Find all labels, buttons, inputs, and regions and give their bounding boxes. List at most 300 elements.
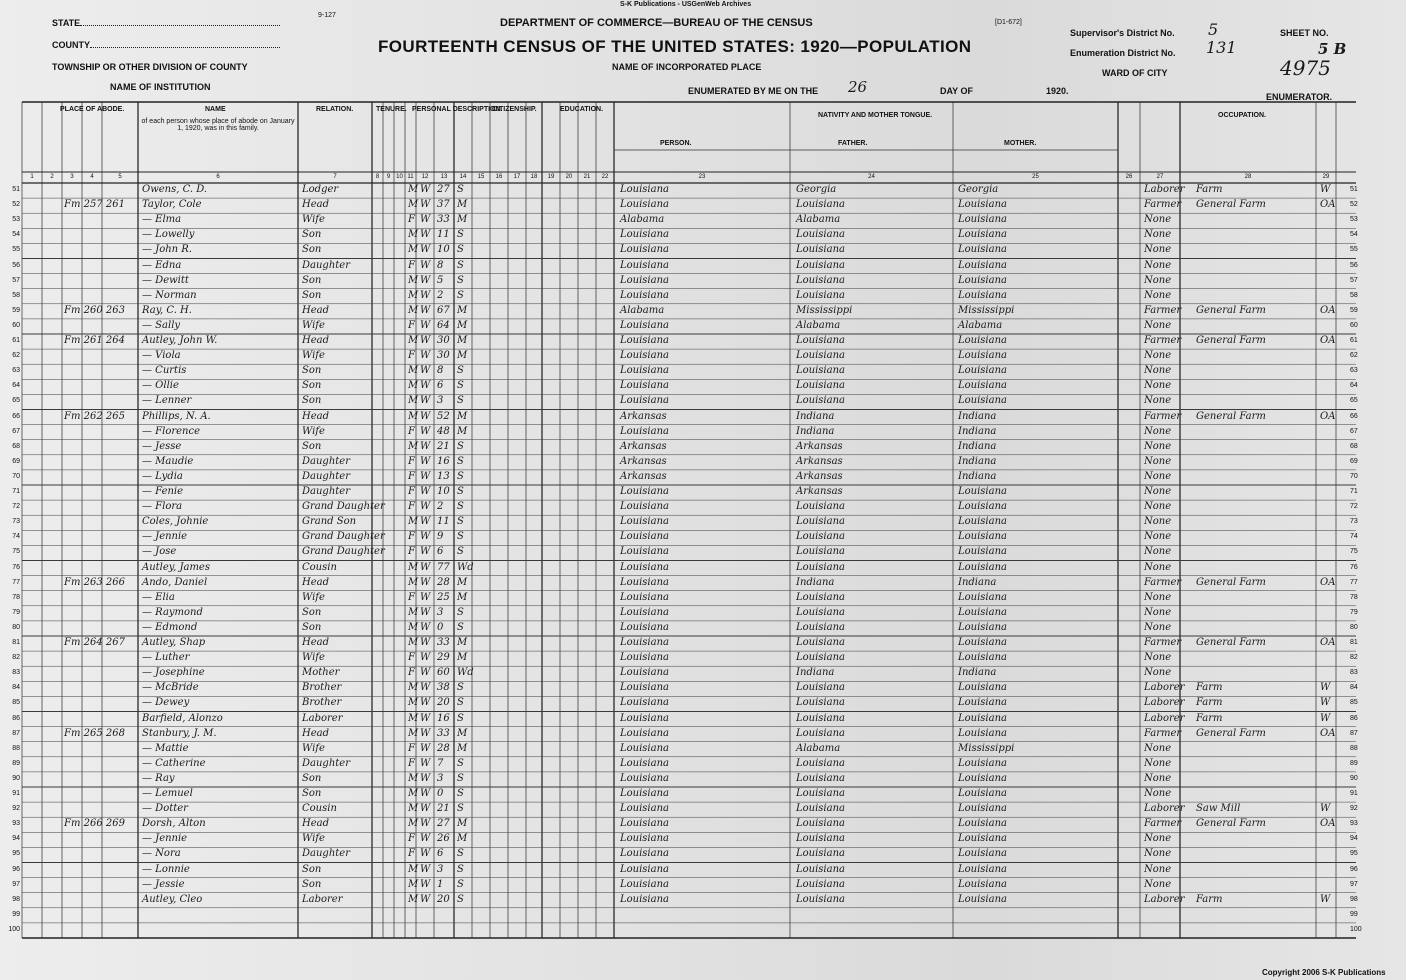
row-number-right: 58 bbox=[1350, 291, 1358, 299]
mother-birthplace: Louisiana bbox=[958, 637, 1007, 648]
relation: Daughter bbox=[302, 486, 350, 497]
age: 64 bbox=[437, 319, 450, 331]
column-number: 18 bbox=[530, 174, 538, 180]
father-birthplace: Louisiana bbox=[796, 878, 845, 890]
sex: M bbox=[408, 712, 419, 724]
race: W bbox=[420, 184, 431, 195]
worker-class: W bbox=[1320, 682, 1331, 694]
marital-status: S bbox=[457, 621, 464, 633]
father-birthplace: Louisiana bbox=[796, 259, 845, 271]
sex: M bbox=[408, 818, 419, 830]
person-name: — Lowelly bbox=[142, 229, 195, 241]
birthplace: Louisiana bbox=[620, 652, 669, 664]
marital-status: S bbox=[457, 440, 464, 452]
mother-birthplace: Louisiana bbox=[958, 546, 1007, 558]
sex: F bbox=[408, 742, 415, 754]
mother-birthplace: Louisiana bbox=[958, 803, 1007, 815]
father-birthplace: Louisiana bbox=[796, 606, 845, 618]
column-number: 17 bbox=[513, 174, 521, 180]
mother-birthplace: Georgia bbox=[958, 184, 999, 195]
mother-birthplace: Indiana bbox=[958, 470, 997, 482]
column-number: 1 bbox=[30, 174, 34, 180]
birthplace: Arkansas bbox=[620, 455, 667, 467]
birthplace: Louisiana bbox=[620, 184, 669, 195]
person-name: — Luther bbox=[142, 652, 190, 664]
father-birthplace: Louisiana bbox=[796, 788, 845, 799]
birthplace: Louisiana bbox=[620, 289, 669, 301]
worker-class: OA bbox=[1320, 576, 1336, 588]
ward-label: WARD OF CITY bbox=[1102, 68, 1168, 78]
column-number: 4 bbox=[90, 174, 94, 180]
dwelling-number: Fm 261 264 bbox=[64, 335, 125, 346]
race: W bbox=[420, 697, 431, 709]
row-number: 93 bbox=[12, 820, 20, 828]
birthplace: Louisiana bbox=[620, 863, 669, 875]
row-number: 82 bbox=[12, 654, 20, 662]
father-birthplace: Louisiana bbox=[796, 244, 845, 256]
relation: Head bbox=[302, 818, 330, 830]
race: W bbox=[420, 319, 431, 331]
mother-birthplace: Louisiana bbox=[958, 893, 1007, 905]
race: W bbox=[420, 742, 431, 754]
person-name: Stanbury, J. M. bbox=[142, 727, 217, 739]
marital-status: S bbox=[457, 274, 464, 286]
row-number: 84 bbox=[12, 684, 20, 692]
age: 3 bbox=[437, 863, 444, 875]
occupation: Laborer bbox=[1144, 697, 1185, 709]
occupation: Farmer bbox=[1144, 304, 1182, 316]
header-education: EDUCATION. bbox=[560, 106, 604, 113]
age: 11 bbox=[437, 229, 450, 241]
father-birthplace: Alabama bbox=[796, 319, 841, 331]
industry: General Farm bbox=[1196, 727, 1266, 739]
industry: General Farm bbox=[1196, 304, 1266, 316]
industry: Saw Mill bbox=[1196, 803, 1241, 815]
sex: M bbox=[408, 184, 419, 195]
sex: F bbox=[408, 455, 415, 467]
sex: M bbox=[408, 199, 419, 211]
birthplace: Louisiana bbox=[620, 380, 669, 392]
occupation: None bbox=[1144, 621, 1172, 633]
dwelling-number: Fm 262 265 bbox=[64, 410, 125, 422]
birthplace: Louisiana bbox=[620, 425, 669, 437]
race: W bbox=[420, 667, 431, 679]
row-number: 73 bbox=[12, 518, 20, 526]
father-birthplace: Louisiana bbox=[796, 682, 845, 694]
row-number-right: 80 bbox=[1350, 623, 1358, 631]
sex: F bbox=[408, 833, 415, 845]
row-number: 90 bbox=[12, 774, 20, 782]
row-number-right: 98 bbox=[1350, 895, 1358, 903]
worker-class: OA bbox=[1320, 410, 1336, 422]
row-number-right: 67 bbox=[1350, 427, 1358, 435]
marital-status: S bbox=[457, 486, 464, 497]
row-number-right: 77 bbox=[1350, 578, 1358, 586]
marital-status: S bbox=[457, 470, 464, 482]
sex: F bbox=[408, 667, 415, 679]
row-number: 79 bbox=[12, 608, 20, 616]
relation: Wife bbox=[302, 319, 325, 331]
person-name: — Elia bbox=[142, 591, 175, 603]
state-label: STATE bbox=[52, 18, 312, 28]
row-number-right: 79 bbox=[1350, 608, 1358, 616]
column-number: 13 bbox=[440, 174, 448, 180]
marital-status: Wd bbox=[457, 561, 474, 573]
race: W bbox=[420, 561, 431, 573]
race: W bbox=[420, 214, 431, 226]
column-number: 28 bbox=[1244, 174, 1252, 180]
birthplace: Louisiana bbox=[620, 259, 669, 271]
birthplace: Alabama bbox=[620, 214, 665, 226]
race: W bbox=[420, 304, 431, 316]
person-name: — John R. bbox=[142, 244, 192, 256]
day-of-label: DAY OF bbox=[940, 86, 974, 96]
person-name: — Lenner bbox=[142, 395, 192, 407]
person-name: — Mattie bbox=[142, 742, 189, 754]
father-birthplace: Louisiana bbox=[796, 863, 845, 875]
birthplace: Louisiana bbox=[620, 561, 669, 573]
father-birthplace: Louisiana bbox=[796, 637, 845, 648]
mother-birthplace: Mississippi bbox=[958, 742, 1015, 754]
worker-class: W bbox=[1320, 803, 1331, 815]
occupation: None bbox=[1144, 591, 1172, 603]
relation: Head bbox=[302, 304, 330, 316]
industry: General Farm bbox=[1196, 576, 1266, 588]
race: W bbox=[420, 274, 431, 286]
occupation: None bbox=[1144, 259, 1172, 271]
form-code: 9-127 bbox=[318, 12, 336, 19]
relation: Daughter bbox=[302, 259, 350, 271]
father-birthplace: Louisiana bbox=[796, 697, 845, 709]
mother-birthplace: Louisiana bbox=[958, 380, 1007, 392]
row-number: 55 bbox=[12, 246, 20, 254]
person-name: — Catherine bbox=[142, 757, 206, 769]
header-relation: RELATION. bbox=[316, 106, 354, 113]
occupation: None bbox=[1144, 863, 1172, 875]
person-name: Phillips, N. A. bbox=[142, 410, 211, 422]
race: W bbox=[420, 470, 431, 482]
row-number: 58 bbox=[12, 291, 20, 299]
dwelling-number: Fm 263 266 bbox=[64, 576, 125, 588]
occupation: None bbox=[1144, 214, 1172, 226]
father-birthplace: Indiana bbox=[796, 410, 835, 422]
person-name: — Jennie bbox=[142, 833, 188, 845]
row-number: 99 bbox=[12, 910, 20, 918]
supervisor-district-label: Supervisor's District No. bbox=[1070, 28, 1175, 38]
father-birthplace: Louisiana bbox=[796, 833, 845, 845]
page-title: FOURTEENTH CENSUS OF THE UNITED STATES: 1920—POPULATION bbox=[378, 37, 972, 56]
department-label: DEPARTMENT OF COMMERCE—BUREAU OF THE CENSUS bbox=[500, 17, 813, 29]
row-number-right: 99 bbox=[1350, 910, 1358, 918]
sex: M bbox=[408, 621, 419, 633]
sex: M bbox=[408, 440, 419, 452]
mother-birthplace: Indiana bbox=[958, 667, 997, 679]
mother-birthplace: Louisiana bbox=[958, 818, 1007, 830]
person-name: — Josephine bbox=[142, 667, 205, 679]
age: 28 bbox=[437, 742, 450, 754]
row-number: 87 bbox=[12, 729, 20, 737]
age: 48 bbox=[437, 425, 450, 437]
birthplace: Louisiana bbox=[620, 712, 669, 724]
occupation: Laborer bbox=[1144, 803, 1185, 815]
marital-status: S bbox=[457, 772, 464, 784]
race: W bbox=[420, 591, 431, 603]
mother-birthplace: Louisiana bbox=[958, 878, 1007, 890]
father-birthplace: Indiana bbox=[796, 667, 835, 679]
occupation: None bbox=[1144, 244, 1172, 256]
person-name: Autley, James bbox=[142, 561, 210, 573]
row-number-right: 82 bbox=[1350, 654, 1358, 662]
race: W bbox=[420, 788, 431, 799]
sex: M bbox=[408, 365, 419, 377]
row-number: 75 bbox=[12, 548, 20, 556]
person-name: — Flora bbox=[142, 501, 183, 513]
incorporated-place-label: NAME OF INCORPORATED PLACE bbox=[612, 62, 762, 72]
column-number: 27 bbox=[1156, 174, 1164, 180]
row-number-right: 94 bbox=[1350, 835, 1358, 843]
sex: M bbox=[408, 516, 419, 528]
mother-birthplace: Louisiana bbox=[958, 365, 1007, 377]
birthplace: Alabama bbox=[620, 304, 665, 316]
industry: Farm bbox=[1196, 682, 1223, 694]
age: 20 bbox=[437, 893, 450, 905]
mother-birthplace: Indiana bbox=[958, 410, 997, 422]
row-number: 52 bbox=[12, 201, 20, 209]
row-number-right: 72 bbox=[1350, 503, 1358, 511]
mother-birthplace: Louisiana bbox=[958, 229, 1007, 241]
marital-status: S bbox=[457, 863, 464, 875]
relation: Cousin bbox=[302, 803, 337, 815]
row-number: 77 bbox=[12, 578, 20, 586]
header-mother: MOTHER. bbox=[1004, 140, 1037, 147]
marital-status: S bbox=[457, 546, 464, 558]
row-number-right: 62 bbox=[1350, 352, 1358, 360]
mother-birthplace: Louisiana bbox=[958, 772, 1007, 784]
sex: F bbox=[408, 591, 415, 603]
occupation: None bbox=[1144, 742, 1172, 754]
row-number: 51 bbox=[12, 186, 20, 193]
race: W bbox=[420, 637, 431, 648]
relation: Daughter bbox=[302, 848, 350, 860]
race: W bbox=[420, 606, 431, 618]
marital-status: S bbox=[457, 788, 464, 799]
marital-status: S bbox=[457, 712, 464, 724]
occupation: Laborer bbox=[1144, 893, 1185, 905]
race: W bbox=[420, 803, 431, 815]
father-birthplace: Louisiana bbox=[796, 561, 845, 573]
father-birthplace: Louisiana bbox=[796, 712, 845, 724]
sex: M bbox=[408, 244, 419, 256]
race: W bbox=[420, 863, 431, 875]
birthplace: Louisiana bbox=[620, 365, 669, 377]
marital-status: S bbox=[457, 697, 464, 709]
relation: Wife bbox=[302, 591, 325, 603]
column-number: 21 bbox=[583, 174, 591, 180]
father-birthplace: Louisiana bbox=[796, 229, 845, 241]
relation: Laborer bbox=[302, 712, 343, 724]
row-number: 74 bbox=[12, 533, 20, 541]
row-number: 62 bbox=[12, 352, 20, 360]
occupation: None bbox=[1144, 878, 1172, 890]
column-number: 6 bbox=[216, 174, 220, 180]
relation: Daughter bbox=[302, 757, 350, 769]
sex: M bbox=[408, 788, 419, 799]
person-name: — Viola bbox=[142, 350, 181, 362]
mother-birthplace: Louisiana bbox=[958, 244, 1007, 256]
marital-status: M bbox=[457, 199, 468, 211]
birthplace: Arkansas bbox=[620, 470, 667, 482]
occupation: Laborer bbox=[1144, 184, 1185, 195]
row-number-right: 81 bbox=[1350, 639, 1358, 646]
person-name: Autley, Cleo bbox=[142, 893, 203, 905]
marital-status: S bbox=[457, 501, 464, 513]
row-number-right: 85 bbox=[1350, 699, 1358, 707]
sex: F bbox=[408, 319, 415, 331]
row-number-right: 73 bbox=[1350, 518, 1358, 526]
row-number-right: 95 bbox=[1350, 850, 1358, 858]
row-number-right: 71 bbox=[1350, 488, 1358, 495]
worker-class: OA bbox=[1320, 637, 1336, 648]
birthplace: Louisiana bbox=[620, 350, 669, 362]
birthplace: Louisiana bbox=[620, 818, 669, 830]
age: 0 bbox=[437, 788, 444, 799]
age: 6 bbox=[437, 380, 444, 392]
relation: Daughter bbox=[302, 470, 350, 482]
occupation: Farmer bbox=[1144, 199, 1182, 211]
sex: M bbox=[408, 727, 419, 739]
father-birthplace: Arkansas bbox=[796, 455, 843, 467]
row-number: 70 bbox=[12, 472, 20, 480]
occupation: None bbox=[1144, 350, 1172, 362]
person-name: Autley, Shap bbox=[142, 637, 206, 648]
father-birthplace: Louisiana bbox=[796, 546, 845, 558]
sex: F bbox=[408, 848, 415, 860]
sex: M bbox=[408, 878, 419, 890]
column-number: 19 bbox=[547, 174, 555, 180]
occupation: Laborer bbox=[1144, 712, 1185, 724]
relation: Son bbox=[302, 380, 322, 392]
row-number-right: 92 bbox=[1350, 805, 1358, 813]
marital-status: M bbox=[457, 335, 468, 346]
row-number-right: 63 bbox=[1350, 367, 1358, 375]
birthplace: Louisiana bbox=[620, 229, 669, 241]
marital-status: M bbox=[457, 742, 468, 754]
father-birthplace: Louisiana bbox=[796, 621, 845, 633]
age: 7 bbox=[437, 757, 444, 769]
dwelling-number: Fm 264 267 bbox=[64, 637, 125, 648]
person-name: — Raymond bbox=[142, 606, 203, 618]
marital-status: S bbox=[457, 380, 464, 392]
father-birthplace: Mississippi bbox=[796, 304, 853, 316]
occupation: Farmer bbox=[1144, 818, 1182, 830]
sex: M bbox=[408, 304, 419, 316]
father-birthplace: Louisiana bbox=[796, 199, 845, 211]
column-number: 7 bbox=[333, 174, 337, 180]
sex: M bbox=[408, 395, 419, 407]
header-name: NAME bbox=[205, 106, 226, 113]
row-number-right: 96 bbox=[1350, 865, 1358, 873]
row-number-right: 64 bbox=[1350, 382, 1358, 390]
occupation: None bbox=[1144, 229, 1172, 241]
row-number: 65 bbox=[12, 397, 20, 405]
mother-birthplace: Louisiana bbox=[958, 652, 1007, 664]
father-birthplace: Louisiana bbox=[796, 848, 845, 860]
header-place-of-abode: PLACE OF ABODE. bbox=[60, 106, 125, 113]
father-birthplace: Louisiana bbox=[796, 757, 845, 769]
person-name: — Jessie bbox=[142, 878, 185, 890]
mother-birthplace: Louisiana bbox=[958, 516, 1007, 528]
age: 5 bbox=[437, 274, 444, 286]
race: W bbox=[420, 818, 431, 830]
father-birthplace: Louisiana bbox=[796, 365, 845, 377]
enumeration-day: 26 bbox=[848, 78, 868, 96]
relation: Grand Son bbox=[302, 516, 357, 528]
birthplace: Louisiana bbox=[620, 199, 669, 211]
name-column-caption: of each person whose place of abode on January 1, 1920, was in this family. bbox=[141, 118, 295, 132]
person-name: — Norman bbox=[142, 289, 197, 301]
sex: F bbox=[408, 350, 415, 362]
age: 52 bbox=[437, 410, 450, 422]
relation: Grand Daughter bbox=[302, 501, 385, 513]
occupation: Farmer bbox=[1144, 576, 1182, 588]
column-number: 24 bbox=[868, 174, 875, 180]
race: W bbox=[420, 501, 431, 513]
county-label: COUNTY bbox=[52, 40, 312, 50]
relation: Lodger bbox=[302, 184, 339, 195]
person-name: — McBride bbox=[142, 682, 199, 694]
relation: Son bbox=[302, 244, 322, 256]
mother-birthplace: Indiana bbox=[958, 455, 997, 467]
sex: F bbox=[408, 652, 415, 664]
mother-birthplace: Louisiana bbox=[958, 350, 1007, 362]
relation: Wife bbox=[302, 833, 325, 845]
person-name: — Jennie bbox=[142, 531, 188, 543]
occupation: None bbox=[1144, 788, 1172, 799]
dwelling-number: Fm 266 269 bbox=[64, 818, 125, 830]
column-number: 25 bbox=[1032, 174, 1039, 180]
column-number: 22 bbox=[601, 174, 609, 180]
marital-status: S bbox=[457, 395, 464, 407]
mother-birthplace: Louisiana bbox=[958, 486, 1007, 497]
marital-status: M bbox=[457, 727, 468, 739]
race: W bbox=[420, 621, 431, 633]
race: W bbox=[420, 727, 431, 739]
row-number-right: 59 bbox=[1350, 306, 1358, 314]
mother-birthplace: Louisiana bbox=[958, 335, 1007, 346]
column-number: 3 bbox=[70, 174, 74, 180]
age: 6 bbox=[437, 848, 444, 860]
birthplace: Louisiana bbox=[620, 682, 669, 694]
row-number: 69 bbox=[12, 457, 20, 465]
age: 27 bbox=[437, 818, 450, 830]
relation: Head bbox=[302, 637, 330, 648]
sex: F bbox=[408, 757, 415, 769]
person-name: — Lonnie bbox=[142, 863, 190, 875]
marital-status: S bbox=[457, 244, 464, 256]
marital-status: S bbox=[457, 365, 464, 377]
row-number-right: 53 bbox=[1350, 216, 1358, 224]
person-name: — Sally bbox=[142, 319, 181, 331]
relation: Wife bbox=[302, 214, 325, 226]
father-birthplace: Alabama bbox=[796, 742, 841, 754]
header-person: PERSON. bbox=[660, 140, 692, 147]
birthplace: Louisiana bbox=[620, 395, 669, 407]
relation: Wife bbox=[302, 350, 325, 362]
mother-birthplace: Louisiana bbox=[958, 848, 1007, 860]
row-number-right: 66 bbox=[1350, 412, 1358, 420]
row-number: 76 bbox=[12, 563, 20, 571]
father-birthplace: Louisiana bbox=[796, 531, 845, 543]
